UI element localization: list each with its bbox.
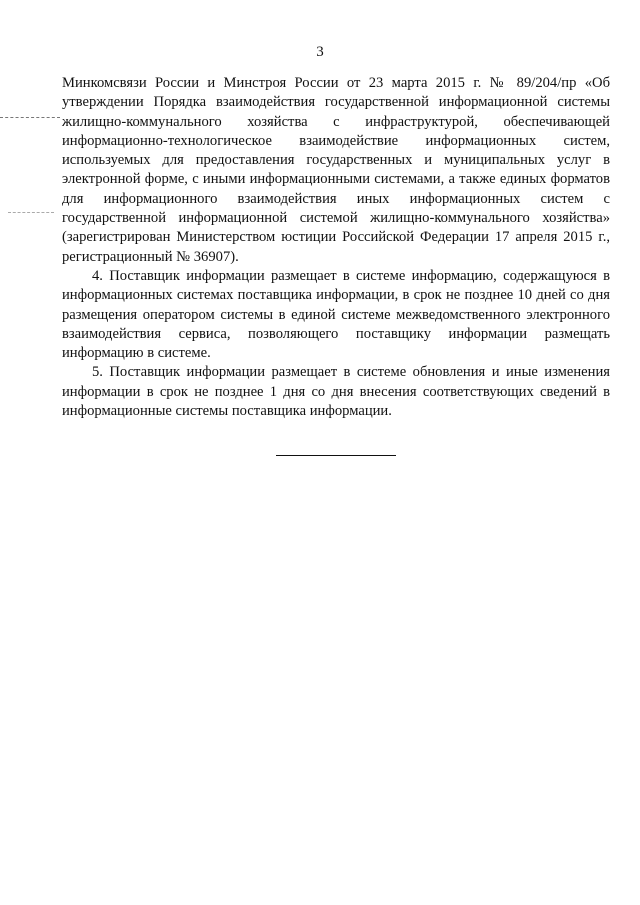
end-divider xyxy=(276,455,396,456)
scan-artifact-left-small xyxy=(8,212,54,213)
scan-artifact-left xyxy=(0,117,60,118)
paragraph-item-4: 4. Поставщик информации размещает в системе информацию, содержащуюся в информационных системах поставщика информации, в срок не позднее 10 дней со дня размещения оператором системы в единой системе межведомственного электронного взаимодействия сервиса, позволяющего поставщику информации размещать информацию в системе. xyxy=(62,267,610,362)
page-number: 3 xyxy=(316,44,324,60)
paragraph-continuation: Минкомсвязи России и Минстроя России от 23 марта 2015 г. № 89/204/пр «Об утверждении Порядка взаимодействия государственной информационной системы жилищно-коммунального хозяйства с инфраструктурой, обеспечивающей информационно-технологическое взаимодействие информационных систем, используемых для предоставления государственных и муниципальных услуг в электронной форме, с иными информационными системами, а также единых форматов для информационного взаимодействия иных информационных систем с государственной информационной системой жилищно-коммунального хозяйства» (зарегистрирован Министерством юстиции Российской Федерации 17 апреля 2015 г., регистрационный № 36907). xyxy=(62,75,610,265)
document-body xyxy=(62,74,610,421)
paragraph-item-5: 5. Поставщик информации размещает в системе обновления и иные изменения информации в срок не позднее 1 дня со дня внесения соответствующих сведений в информационные системы поставщика информации. xyxy=(62,364,610,420)
